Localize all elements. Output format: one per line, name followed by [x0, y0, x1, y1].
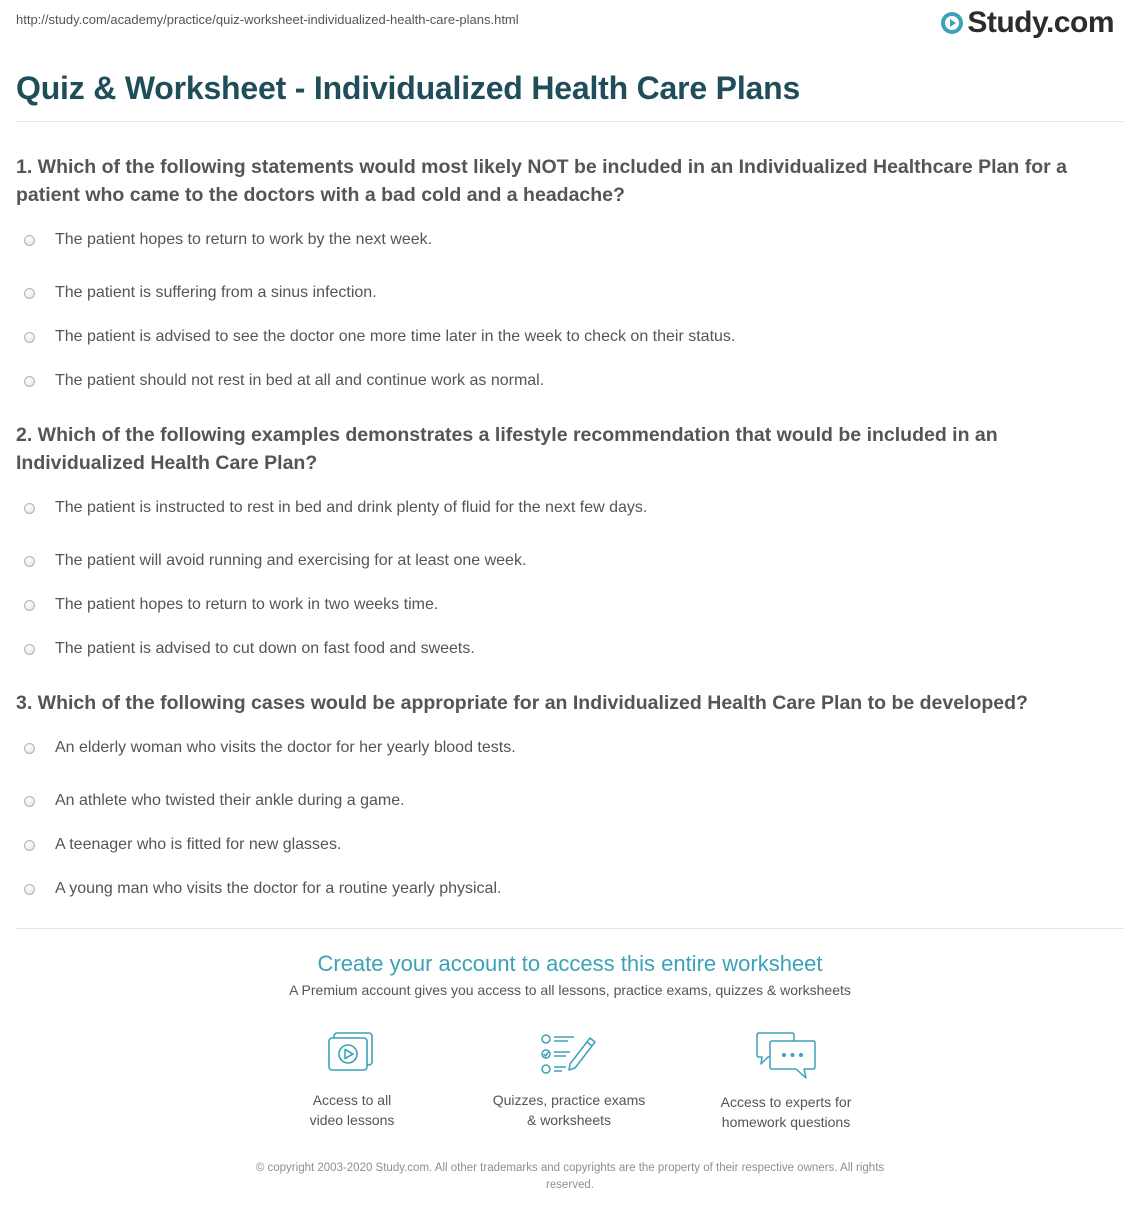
answer-label: The patient is advised to cut down on fast food and sweets. — [55, 640, 475, 657]
radio-button[interactable] — [24, 235, 35, 246]
answer-options — [16, 735, 1120, 911]
radio-button[interactable] — [24, 840, 35, 851]
page-url: http://study.com/academy/practice/quiz-worksheet-individualized-health-care-plans.html — [16, 12, 519, 27]
chat-bubbles-icon — [754, 1030, 818, 1084]
answer-option[interactable] — [16, 583, 1120, 627]
answer-option[interactable] — [16, 495, 1120, 521]
radio-button[interactable] — [24, 503, 35, 514]
answer-option[interactable] — [16, 823, 1120, 867]
question-text: 2. Which of the following examples demonstrates a lifestyle recommendation that would be included in an Individualized Health Care Plan? — [16, 424, 998, 474]
answer-option[interactable] — [16, 359, 1120, 403]
feature-label: Quizzes, practice exams & worksheets — [492, 1092, 646, 1128]
create-account-link[interactable]: Create your account to access this entire worksheet — [317, 951, 823, 976]
answer-option[interactable] — [16, 271, 1120, 315]
answer-option[interactable] — [16, 227, 1120, 253]
radio-button[interactable] — [24, 332, 35, 343]
feature-experts — [696, 1030, 876, 1132]
answer-label: The patient is advised to see the doctor one more time later in the week to check on their status. — [55, 328, 736, 345]
question-3 — [16, 689, 1120, 911]
answer-label: The patient is suffering from a sinus infection. — [55, 284, 377, 301]
feature-label: Access to all video lessons — [309, 1092, 395, 1128]
video-lessons-icon — [325, 1030, 379, 1082]
radio-button[interactable] — [24, 884, 35, 895]
radio-button[interactable] — [24, 556, 35, 567]
question-text: 3. Which of the following cases would be appropriate for an Individualized Health Care Plan to be developed? — [16, 692, 1028, 714]
divider — [16, 121, 1124, 122]
study-logo[interactable] — [940, 6, 1114, 40]
answer-options — [16, 227, 1120, 403]
question-2 — [16, 421, 1120, 671]
answer-option[interactable] — [16, 539, 1120, 583]
cta-subtitle: A Premium account gives you access to all lessons, practice exams, quizzes & worksheets — [289, 982, 851, 998]
quiz-checklist-icon — [540, 1030, 598, 1082]
answer-label: The patient hopes to return to work in two weeks time. — [55, 596, 439, 613]
answer-label: A teenager who is fitted for new glasses. — [55, 836, 342, 853]
answer-label: The patient will avoid running and exercising for at least one week. — [55, 552, 527, 569]
answer-option[interactable] — [16, 867, 1120, 911]
play-circle-icon — [940, 11, 964, 35]
feature-label: Access to experts for homework questions — [720, 1094, 852, 1130]
answer-label: An elderly woman who visits the doctor for her yearly blood tests. — [55, 739, 516, 756]
answer-options — [16, 495, 1120, 671]
radio-button[interactable] — [24, 796, 35, 807]
answer-option[interactable] — [16, 315, 1120, 359]
radio-button[interactable] — [24, 743, 35, 754]
copyright-notice: © copyright 2003-2020 Study.com. All other trademarks and copyrights are the property of their respective owners. All rights reserved. — [255, 1162, 885, 1191]
radio-button[interactable] — [24, 644, 35, 655]
radio-button[interactable] — [24, 288, 35, 299]
answer-option[interactable] — [16, 779, 1120, 823]
logo-text: Study.com — [967, 6, 1114, 39]
question-text: 1. Which of the following statements would most likely NOT be included in an Individualized Healthcare Plan for a patient who came to the doctors with a bad cold and a headache? — [16, 156, 1067, 206]
feature-quizzes — [479, 1030, 659, 1130]
question-1 — [16, 153, 1120, 403]
feature-video-lessons — [262, 1030, 442, 1130]
divider — [16, 928, 1124, 929]
answer-label: A young man who visits the doctor for a routine yearly physical. — [55, 880, 502, 897]
radio-button[interactable] — [24, 600, 35, 611]
answer-label: The patient is instructed to rest in bed and drink plenty of fluid for the next few days. — [55, 499, 648, 516]
answer-label: The patient hopes to return to work by the next week. — [55, 231, 433, 248]
answer-label: An athlete who twisted their ankle during a game. — [55, 792, 405, 809]
page-title: Quiz & Worksheet - Individualized Health Care Plans — [16, 70, 801, 106]
radio-button[interactable] — [24, 376, 35, 387]
answer-option[interactable] — [16, 627, 1120, 671]
answer-option[interactable] — [16, 735, 1120, 761]
answer-label: The patient should not rest in bed at all and continue work as normal. — [55, 372, 545, 389]
